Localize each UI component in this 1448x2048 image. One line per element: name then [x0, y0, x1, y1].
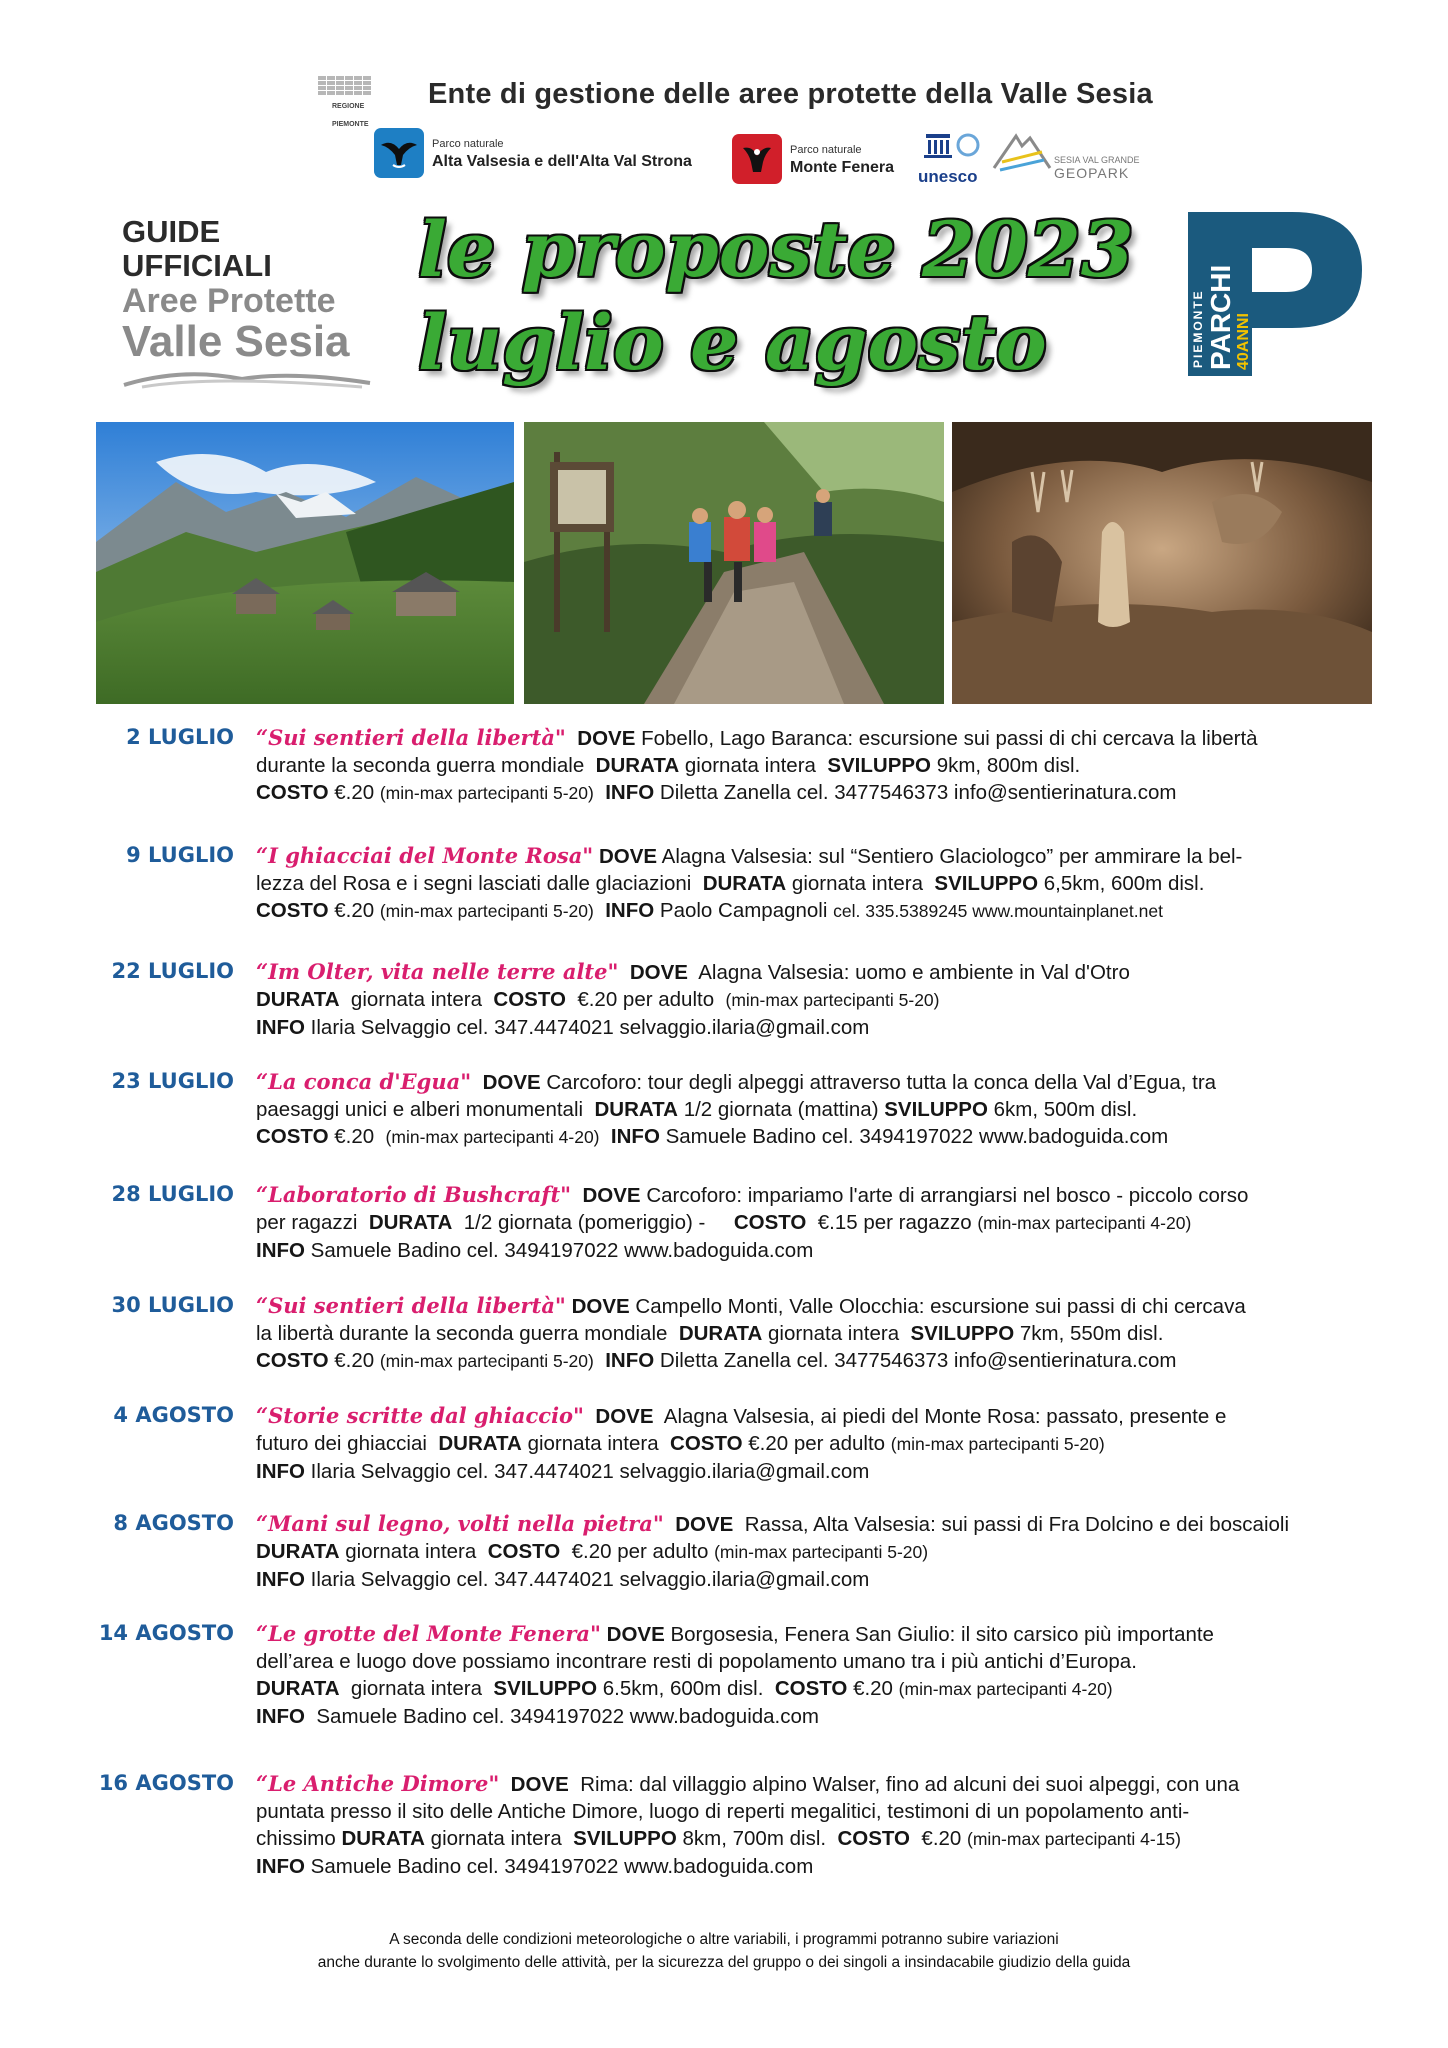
- event-title: “Mani sul legno, volti nella pietra": [256, 1511, 664, 1536]
- label-durata: DURATA: [438, 1432, 522, 1455]
- main-title-line-2: luglio e agosto: [418, 298, 1047, 387]
- event-title: “Sui sentieri della libertà": [256, 1293, 566, 1318]
- event-costo: €.20: [334, 1125, 375, 1148]
- label-sviluppo: SVILUPPO: [827, 754, 931, 777]
- park-monte-fenera-logo: [732, 134, 894, 184]
- event-title: “Im Olter, vita nelle terre alte": [256, 959, 619, 984]
- label-costo: COSTO: [256, 1349, 329, 1372]
- label-dove: DOVE: [482, 1071, 541, 1094]
- guide-line-1: GUIDE UFFICIALI: [122, 214, 272, 283]
- label-sviluppo: SVILUPPO: [493, 1677, 598, 1700]
- geopark-logo: [992, 132, 1140, 181]
- event-sviluppo: 8km, 700m disl.: [682, 1827, 827, 1850]
- event-desc: durante la seconda guerra mondiale: [256, 754, 585, 777]
- guide-ufficiali-logo: [122, 215, 372, 394]
- label-dove: DOVE: [577, 727, 636, 750]
- event-costo: €.20: [921, 1827, 962, 1850]
- event-sviluppo: 6,5km, 600m disl.: [1043, 872, 1205, 895]
- label-costo: COSTO: [493, 988, 566, 1011]
- label-info: INFO: [605, 1349, 655, 1372]
- event-info: Samuele Badino cel. 3494197022 www.badoguida.com: [316, 1705, 819, 1728]
- event-info: Samuele Badino cel. 3494197022 www.badoguida.com: [665, 1125, 1169, 1148]
- label-costo: COSTO: [256, 781, 329, 804]
- event-desc: dell’area e luogo dove possiamo incontrare resti di popolamento umano tra i più antichi d’Europa.: [256, 1650, 1137, 1673]
- event-costo: €.20: [334, 899, 375, 922]
- event-durata: giornata intera: [350, 988, 482, 1011]
- event-date: 2 LUGLIO: [126, 725, 234, 749]
- label-sviluppo: SVILUPPO: [573, 1827, 677, 1850]
- event-date: 16 AGOSTO: [98, 1771, 234, 1795]
- label-durata: DURATA: [678, 1322, 763, 1345]
- event-partecipanti: (min-max partecipanti 4-15): [967, 1829, 1181, 1849]
- unesco-logo: [918, 132, 984, 187]
- event-partecipanti: (min-max partecipanti 5-20): [725, 990, 940, 1010]
- event-partecipanti: (min-max partecipanti 5-20): [379, 901, 594, 921]
- label-costo: COSTO: [256, 1125, 329, 1148]
- label-info: INFO: [256, 1239, 305, 1262]
- park1-label-big: Alta Valsesia e dell'Alta Val Strona: [432, 153, 692, 170]
- org-title: Ente di gestione delle aree protette della Valle Sesia: [428, 78, 1153, 110]
- event-info-name: Paolo Campagnoli: [659, 899, 828, 922]
- event-costo: €.20 per adulto: [748, 1432, 886, 1455]
- unesco-label: unesco: [918, 167, 978, 186]
- event-durata: giornata intera: [791, 872, 923, 895]
- regione-text: REGIONE: [332, 103, 365, 110]
- event-dove: Carcoforo: tour degli alpeggi attraverso tutta la conca della Val d’Egua, tra: [546, 1071, 1217, 1094]
- event-date: 22 LUGLIO: [111, 959, 234, 983]
- label-dove: DOVE: [582, 1184, 641, 1207]
- event-costo: €.20 per adulto: [571, 1540, 709, 1563]
- event-sviluppo: 6.5km, 600m disl.: [602, 1677, 764, 1700]
- main-title-line-1: le proposte 2023: [418, 205, 1134, 294]
- guide-line-2: Aree Protette: [122, 282, 336, 320]
- guide-line-3: Valle Sesia: [122, 317, 350, 366]
- unesco-temple-icon: [918, 132, 984, 160]
- label-sviluppo: SVILUPPO: [934, 872, 1039, 895]
- geopark-mountain-icon: [992, 132, 1052, 176]
- footer-line-1: A seconda delle condizioni meteorologiche o altre variabili, i programmi potranno subire variazioni: [389, 1931, 1059, 1948]
- event-desc: lezza del Rosa e i segni lasciati dalle glaciazioni: [256, 872, 692, 895]
- event-info-contact: cel. 335.5389245 www.mountainplanet.net: [833, 901, 1163, 921]
- label-durata: DURATA: [256, 988, 340, 1011]
- park1-label-small: Parco naturale: [432, 138, 504, 150]
- event-durata: giornata intera: [768, 1322, 900, 1345]
- label-info: INFO: [256, 1705, 305, 1728]
- label-costo: COSTO: [487, 1540, 561, 1563]
- event-title: “Le grotte del Monte Fenera": [256, 1621, 601, 1646]
- label-dove: DOVE: [510, 1773, 569, 1796]
- event-title: “Storie scritte dal ghiaccio": [256, 1403, 585, 1428]
- event-date: 28 LUGLIO: [111, 1182, 234, 1206]
- piemonte-vertical-text: PIEMONTE: [1191, 289, 1205, 368]
- label-dove: DOVE: [571, 1295, 630, 1318]
- event-title: “La conca d'Egua": [256, 1069, 472, 1094]
- event-info: Ilaria Selvaggio cel. 347.4474021 selvaggio.ilaria@gmail.com: [310, 1016, 870, 1039]
- label-info: INFO: [256, 1568, 305, 1591]
- label-info: INFO: [605, 781, 655, 804]
- event-dove: Borgosesia, Fenera San Giulio: il sito carsico più importante: [670, 1623, 1214, 1646]
- label-info: INFO: [256, 1855, 305, 1878]
- geopark-label-small: SESIA VAL GRANDE: [1054, 155, 1140, 165]
- event-desc: la libertà durante la seconda guerra mondiale: [256, 1322, 668, 1345]
- park-alta-valsesia-logo: [374, 128, 692, 178]
- event-dove: Alagna Valsesia: sul “Sentiero Glaciologco” per ammirare la bel-: [661, 845, 1243, 868]
- label-durata: DURATA: [594, 1098, 678, 1121]
- event-date: 9 LUGLIO: [126, 843, 234, 867]
- event-info: Ilaria Selvaggio cel. 347.4474021 selvaggio.ilaria@gmail.com: [310, 1568, 870, 1591]
- piemonte-parchi-40-anni-logo: [1180, 208, 1366, 380]
- event-durata: 1/2 giornata (mattina): [683, 1098, 879, 1121]
- event-desc: per ragazzi: [256, 1211, 358, 1234]
- event-costo: €.20 per adulto: [577, 988, 715, 1011]
- label-info: INFO: [610, 1125, 660, 1148]
- event-durata: giornata intera: [345, 1540, 477, 1563]
- event-sviluppo: 7km, 550m disl.: [1019, 1322, 1164, 1345]
- park2-label-small: Parco naturale: [790, 144, 862, 156]
- event-partecipanti: (min-max partecipanti 5-20): [379, 783, 594, 803]
- event-title: “I ghiacciai del Monte Rosa": [256, 843, 594, 868]
- parchi-vertical-text: PARCHI: [1205, 264, 1236, 370]
- event-costo: €.20: [334, 781, 375, 804]
- event-info: Diletta Zanella cel. 3477546373 info@sentierinatura.com: [659, 1349, 1177, 1372]
- event-durata: 1/2 giornata (pomeriggio) -: [463, 1211, 706, 1234]
- event-costo: €.20: [334, 1349, 375, 1372]
- label-costo: COSTO: [837, 1827, 911, 1850]
- event-partecipanti: (min-max partecipanti 4-20): [977, 1213, 1192, 1233]
- event-dove: Rima: dal villaggio alpino Walser, fino ad alcuni dei suoi alpeggi, con una: [580, 1773, 1240, 1796]
- event-dove: Alagna Valsesia, ai piedi del Monte Rosa: passato, presente e: [663, 1405, 1227, 1428]
- label-dove: DOVE: [606, 1623, 665, 1646]
- label-info: INFO: [256, 1460, 305, 1483]
- event-desc: paesaggi unici e alberi monumentali: [256, 1098, 584, 1121]
- event-date: 14 AGOSTO: [98, 1621, 234, 1645]
- event-dove: Campello Monti, Valle Olocchia: escursione sui passi di chi cercava: [635, 1295, 1246, 1318]
- label-durata: DURATA: [595, 754, 680, 777]
- event-partecipanti: (min-max partecipanti 4-20): [385, 1127, 600, 1147]
- event-info: Samuele Badino cel. 3494197022 www.badoguida.com: [310, 1239, 814, 1262]
- event-partecipanti: (min-max partecipanti 5-20): [379, 1351, 594, 1371]
- park2-label-big: Monte Fenera: [790, 159, 895, 176]
- label-info: INFO: [256, 1016, 305, 1039]
- event-desc-cont: chissimo: [256, 1827, 336, 1850]
- bird-icon: [732, 134, 782, 184]
- event-title: “Laboratorio di Bushcraft": [256, 1182, 572, 1207]
- event-durata: giornata intera: [527, 1432, 659, 1455]
- label-sviluppo: SVILUPPO: [884, 1098, 988, 1121]
- label-durata: DURATA: [368, 1211, 453, 1234]
- event-date: 8 AGOSTO: [113, 1511, 234, 1535]
- label-costo: COSTO: [774, 1677, 848, 1700]
- event-desc: puntata presso il sito delle Antiche Dimore, luogo di reperti megalitici, testimoni di un popolamento anti-: [256, 1800, 1190, 1823]
- event-partecipanti: (min-max partecipanti 4-20): [898, 1679, 1113, 1699]
- event-info: Diletta Zanella cel. 3477546373 info@sentierinatura.com: [659, 781, 1177, 804]
- event-desc: futuro dei ghiacciai: [256, 1432, 427, 1455]
- label-durata: DURATA: [341, 1827, 425, 1850]
- event-date: 30 LUGLIO: [111, 1293, 234, 1317]
- label-costo: COSTO: [733, 1211, 807, 1234]
- event-durata: giornata intera: [430, 1827, 562, 1850]
- label-durata: DURATA: [256, 1540, 340, 1563]
- event-title: “Sui sentieri della libertà": [256, 725, 566, 750]
- geopark-label-big: GEOPARK: [1054, 165, 1130, 181]
- label-durata: DURATA: [256, 1677, 340, 1700]
- footer-line-2: anche durante lo svolgimento delle attività, per la sicurezza del gruppo o dei singoli a insindacabile giudizio della guida: [317, 1954, 1131, 1971]
- label-sviluppo: SVILUPPO: [910, 1322, 1015, 1345]
- event-durata: giornata intera: [350, 1677, 482, 1700]
- label-dove: DOVE: [595, 1405, 654, 1428]
- event-dove: Carcoforo: impariamo l'arte di arrangiarsi nel bosco - piccolo corso: [646, 1184, 1249, 1207]
- event-sviluppo: 6km, 500m disl.: [993, 1098, 1138, 1121]
- event-dove: Fobello, Lago Baranca: escursione sui passi di chi cercava la libertà: [641, 727, 1258, 750]
- photo-cave: [952, 422, 1372, 704]
- event-info: Samuele Badino cel. 3494197022 www.badoguida.com: [310, 1855, 814, 1878]
- event-partecipanti: (min-max partecipanti 5-20): [890, 1434, 1105, 1454]
- event-costo: €.20: [853, 1677, 893, 1700]
- label-dove: DOVE: [629, 961, 688, 984]
- guide-mountain-swoosh-icon: [122, 365, 372, 389]
- piemonte-text: PIEMONTE: [332, 121, 369, 128]
- regione-piemonte-logo: [318, 76, 376, 126]
- anni-vertical-text: 40ANNI: [1235, 313, 1252, 370]
- label-costo: COSTO: [256, 899, 329, 922]
- label-dove: DOVE: [598, 845, 658, 868]
- event-info: Ilaria Selvaggio cel. 347.4474021 selvaggio.ilaria@gmail.com: [310, 1460, 870, 1483]
- label-costo: COSTO: [670, 1432, 743, 1455]
- event-sviluppo: 9km, 800m disl.: [936, 754, 1081, 777]
- event-durata: giornata intera: [684, 754, 816, 777]
- label-dove: DOVE: [675, 1513, 734, 1536]
- event-dove: Rassa, Alta Valsesia: sui passi di Fra Dolcino e dei boscaioli: [744, 1513, 1290, 1536]
- event-date: 23 LUGLIO: [111, 1069, 234, 1093]
- photo-hikers-trail: [524, 422, 944, 704]
- event-partecipanti: (min-max partecipanti 5-20): [714, 1542, 929, 1562]
- label-info: INFO: [605, 899, 655, 922]
- photo-alpine-village: [96, 422, 514, 704]
- event-title: “Le Antiche Dimore": [256, 1771, 500, 1796]
- event-date: 4 AGOSTO: [113, 1403, 234, 1427]
- footer-disclaimer: [0, 1928, 1448, 1974]
- eagle-icon: [374, 128, 424, 178]
- event-costo: €.15 per ragazzo: [817, 1211, 972, 1234]
- label-durata: DURATA: [702, 872, 787, 895]
- event-dove: Alagna Valsesia: uomo e ambiente in Val d'Otro: [698, 961, 1130, 984]
